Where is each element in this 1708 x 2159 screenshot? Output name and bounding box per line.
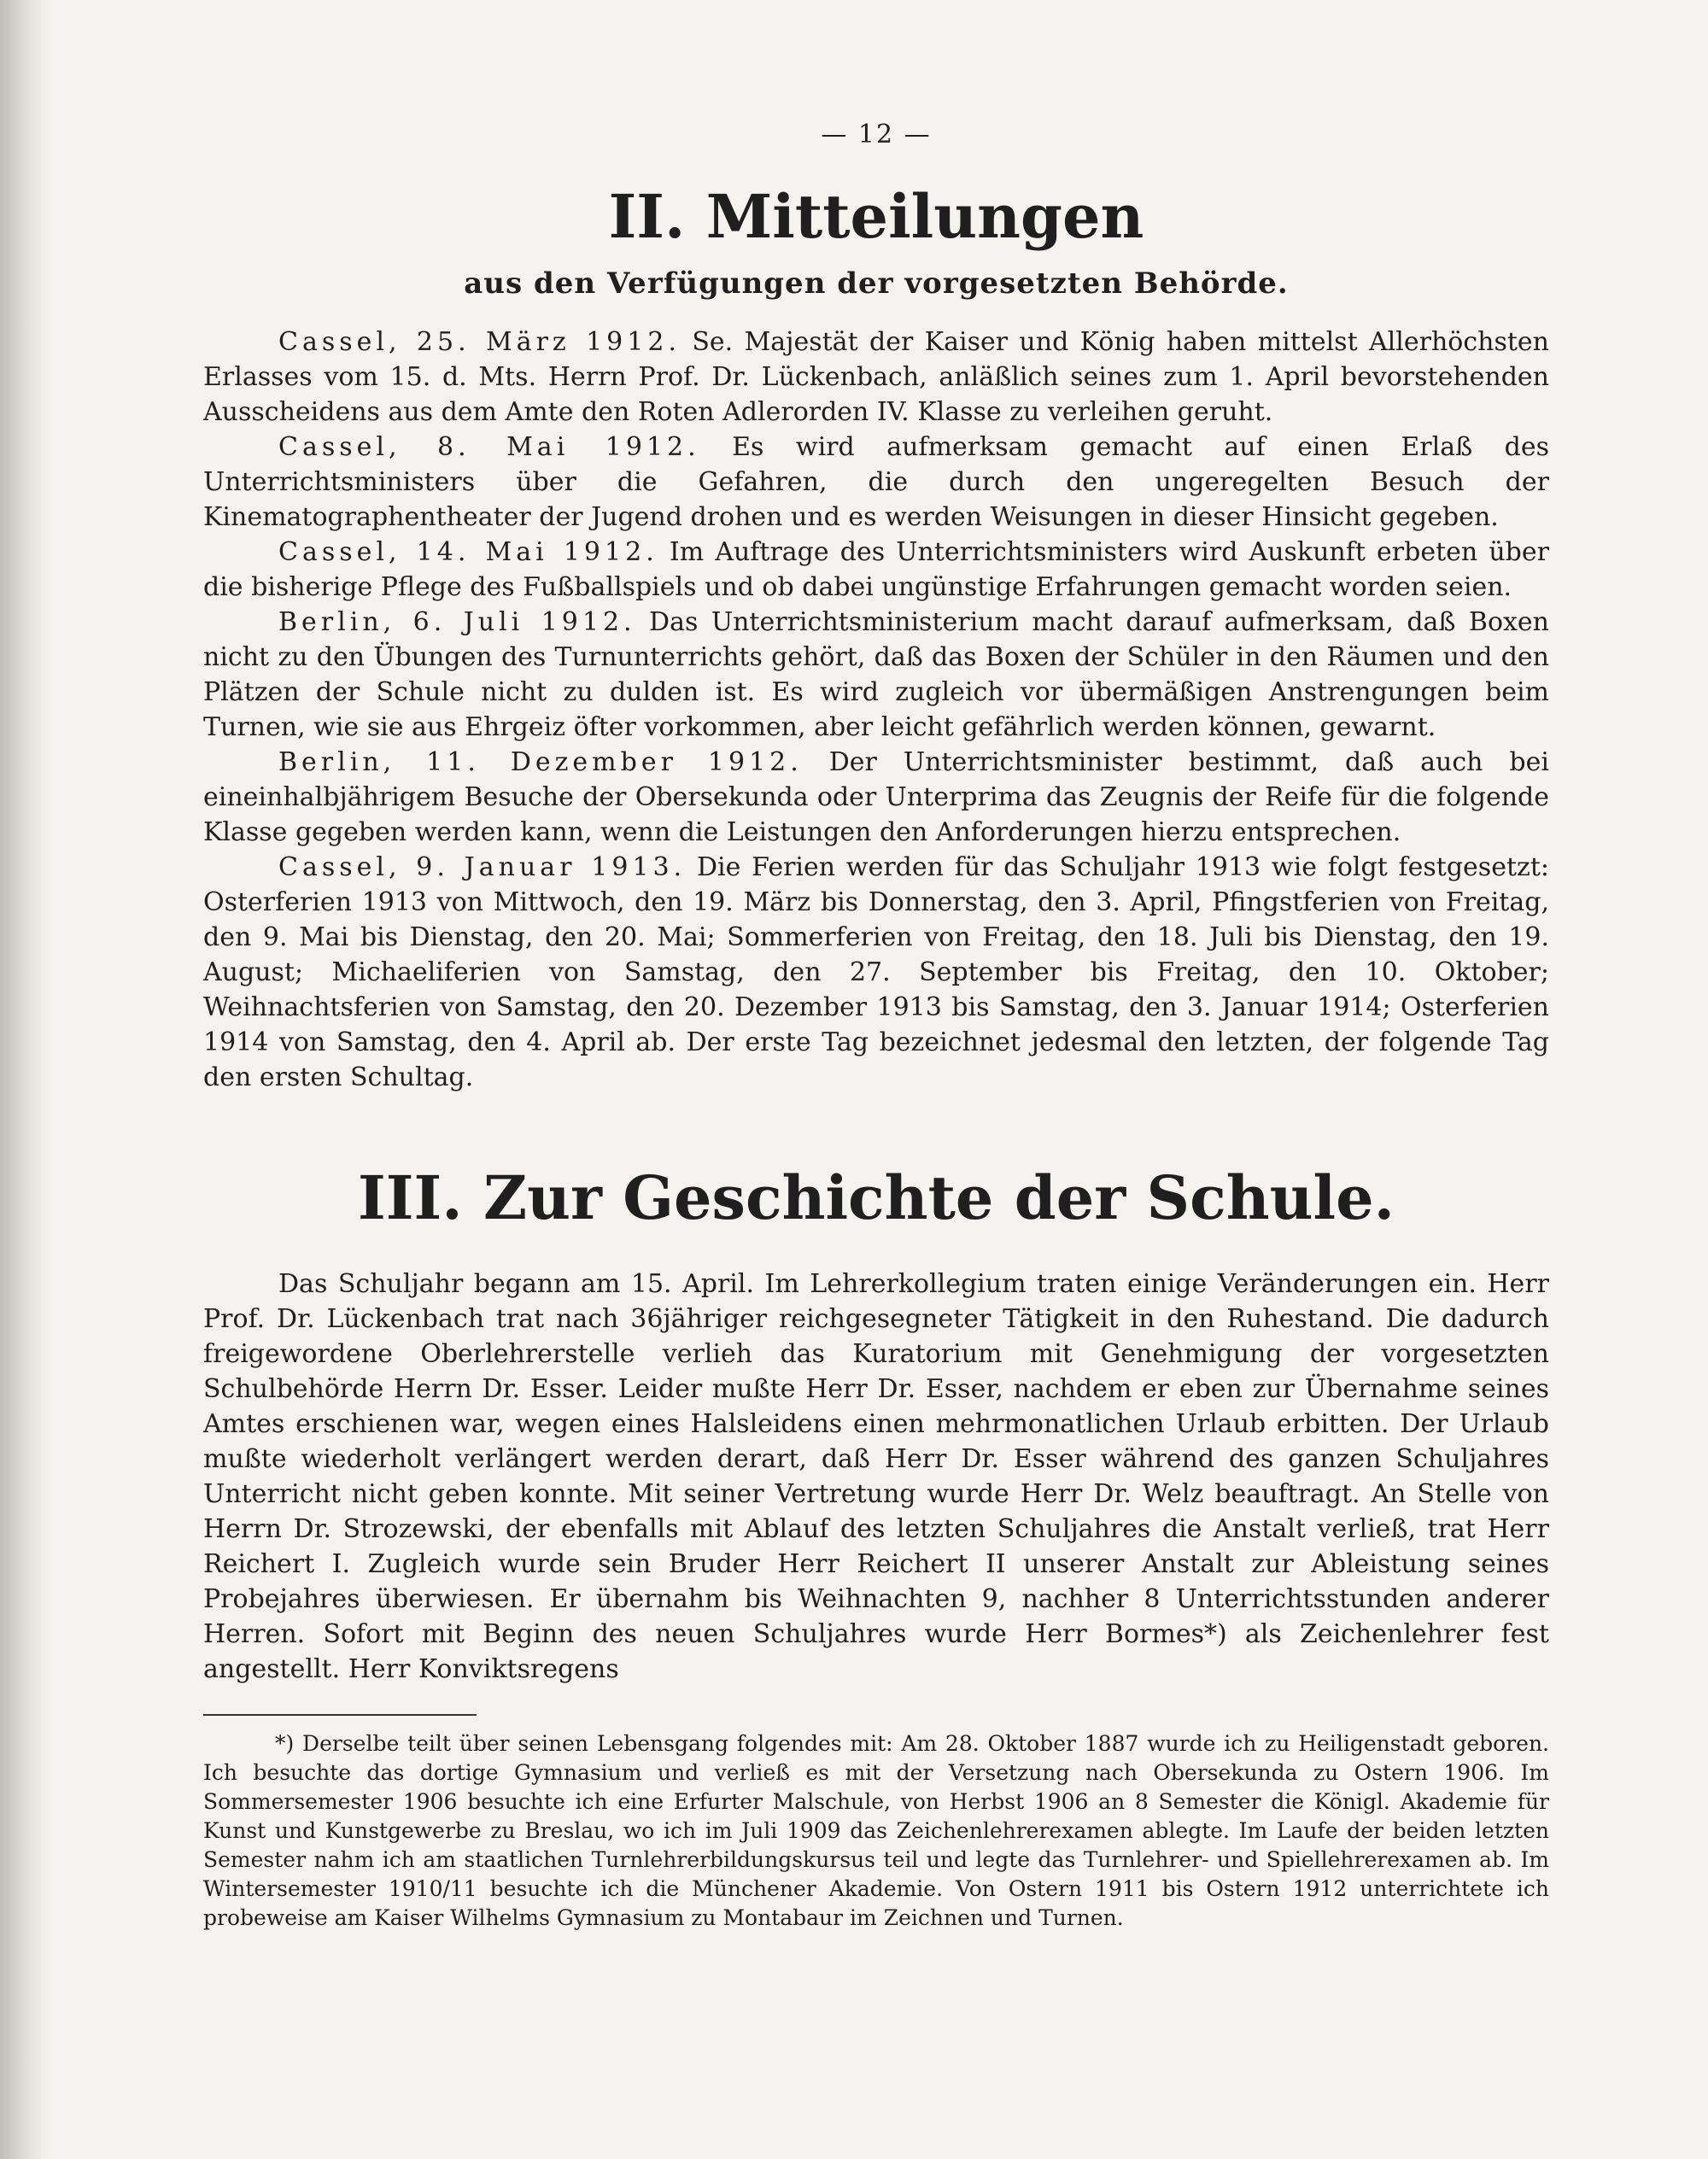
- decree-text: Die Ferien werden für das Schuljahr 1913 wie folgt festgesetzt: Osterferien 1913 von Mittwoch, den 19. März bis Donnerstag, den 3. April, Pfingstferien von Freitag, den 9. Mai bis Dienstag, den 20. Mai; Sommerferien von Freitag, den 18. Juli bis Dienstag, den 19. August; Michaeliferien von Samstag, den 27. September bis Freitag, den 10. Oktober; Weihnachtsferien von Samstag, den 20. Dezember 1913 bis Samstag, den 3. Januar 1914; Osterferien 1914 von Samstag, den 4. April ab. Der erste Tag bezeichnet jedesmal den letzten, der folgende Tag den ersten Schultag.: [203, 852, 1549, 1092]
- decree-text: Das Unterrichtsministerium macht darauf aufmerksam, daß Boxen nicht zu den Übungen des Turnunterrichts gehört, daß das Boxen der Schüler in den Räumen und den Plätzen der Schule nicht zu dulden ist. Es wird zugleich vor übermäßigen Anstrengungen beim Turnen, wie sie aus Ehrgeiz öfter vorkommen, aber leicht gefährlich werden können, gewarnt.: [203, 607, 1549, 742]
- section-2-title: II. Mitteilungen: [608, 181, 1144, 252]
- decree-text: Im Auftrage des Unterrichtsministers wird Auskunft erbeten über die bisherige Pflege des Fußballspiels und ob dabei ungünstige Erfahrungen gemacht worden seien.: [203, 537, 1549, 602]
- decree-text: Se. Majestät der Kaiser und König haben mittelst Allerhöchsten Erlasses vom 15. d. Mts. Herrn Prof. Dr. Lückenbach, anläßlich seines zum 1. April bevorstehenden Ausscheidens aus dem Amte den Roten Adlerorden IV. Klasse zu verleihen geruht.: [203, 327, 1549, 427]
- decree-paragraph: [203, 535, 1549, 605]
- decree-place-date: Berlin, 6. Juli 1912.: [278, 607, 636, 637]
- decree-place-date: Cassel, 14. Mai 1912.: [278, 537, 658, 567]
- section-2-subtitle: aus den Verfügungen der vorgesetzten Behörde.: [464, 266, 1289, 301]
- binding-shadow: [0, 0, 51, 2159]
- decree-text: Der Unterrichtsminister bestimmt, daß auch bei eineinhalbjährigem Besuche der Obersekunda oder Unterprima das Zeugnis der Reife für die folgende Klasse gegeben werden kann, wenn die Leistungen den Anforderungen hierzu entsprechen.: [203, 747, 1549, 847]
- page-number: — 12 —: [821, 120, 932, 149]
- decree-paragraph: [203, 430, 1549, 535]
- footnote: *) Derselbe teilt über seinen Lebensgang folgendes mit: Am 28. Oktober 1887 wurde ich zu Heiligenstadt geboren. Ich besuchte das dortige Gymnasium und verließ es mit der Versetzung nach Obersekunda zu Ostern 1906. Im Sommersemester 1906 besuchte ich eine Erfurter Malschule, von Herbst 1906 an 8 Semester die Königl. Akademie für Kunst und Kunstgewerbe zu Breslau, wo ich im Juli 1909 das Zeichenlehrerexamen ablegte. Im Laufe der beiden letzten Semester nahm ich am staatlichen Turnlehrerbildungskursus teil und legte das Turnlehrer- und Spiellehrerexamen ab. Im Wintersemester 1910/11 besuchte ich die Münchener Akademie. Von Ostern 1911 bis Ostern 1912 unterrichtete ich probeweise am Kaiser Wilhelms Gymnasium zu Montabaur im Zeichnen und Turnen.: [203, 1731, 1549, 1930]
- decree-paragraph: [203, 325, 1549, 430]
- section-3-title: III. Zur Geschichte der Schule.: [358, 1162, 1395, 1233]
- school-history-paragraph: Das Schuljahr begann am 15. April. Im Lehrerkollegium traten einige Veränderungen ein. Herr Prof. Dr. Lückenbach trat nach 36jähriger reichgesegneter Tätigkeit in den Ruhestand. Die dadurch freigewordene Oberlehrerstelle verlieh das Kuratorium mit Genehmigung der vorgesetzten Schulbehörde Herrn Dr. Esser. Leider mußte Herr Dr. Esser, nachdem er eben zur Übernahme seines Amtes erschienen war, wegen eines Halsleidens einen mehrmonatlichen Urlaub erbitten. Der Urlaub mußte wiederholt verlängert werden derart, daß Herr Dr. Esser während des ganzen Schuljahres Unterricht nicht geben konnte. Mit seiner Vertretung wurde Herr Dr. Welz beauftragt. An Stelle von Herrn Dr. Strozewski, der ebenfalls mit Ablauf des letzten Schuljahres die Anstalt verließ, trat Herr Reichert I. Zugleich wurde sein Bruder Herr Reichert II unserer Anstalt zur Ableistung seines Probejahres überwiesen. Er übernahm bis Weihnachten 9, nachher 8 Unterrichtsstunden anderer Herren. Sofort mit Beginn des neuen Schuljahres wurde Herr Bormes*) als Zeichenlehrer fest angestellt. Herr Konviktsregens: [203, 1269, 1549, 1684]
- decree-place-date: Cassel, 9. Januar 1913.: [278, 852, 687, 882]
- decree-text: Es wird aufmerksam gemacht auf einen Erlaß des Unterrichtsministers über die Gefahren, die durch den ungeregelten Besuch der Kinematographentheater der Jugend drohen und es werden Weisungen in dieser Hinsicht gegeben.: [203, 432, 1549, 532]
- page-content: [203, 120, 1549, 1933]
- decree-paragraph: [203, 605, 1549, 745]
- decree-paragraph: [203, 850, 1549, 1095]
- decree-paragraph: [203, 745, 1549, 850]
- decree-place-date: Berlin, 11. Dezember 1912.: [278, 747, 803, 777]
- footnote-divider: [203, 1714, 477, 1716]
- decree-place-date: Cassel, 8. Mai 1912.: [278, 432, 700, 462]
- decree-place-date: Cassel, 25. März 1912.: [278, 327, 681, 357]
